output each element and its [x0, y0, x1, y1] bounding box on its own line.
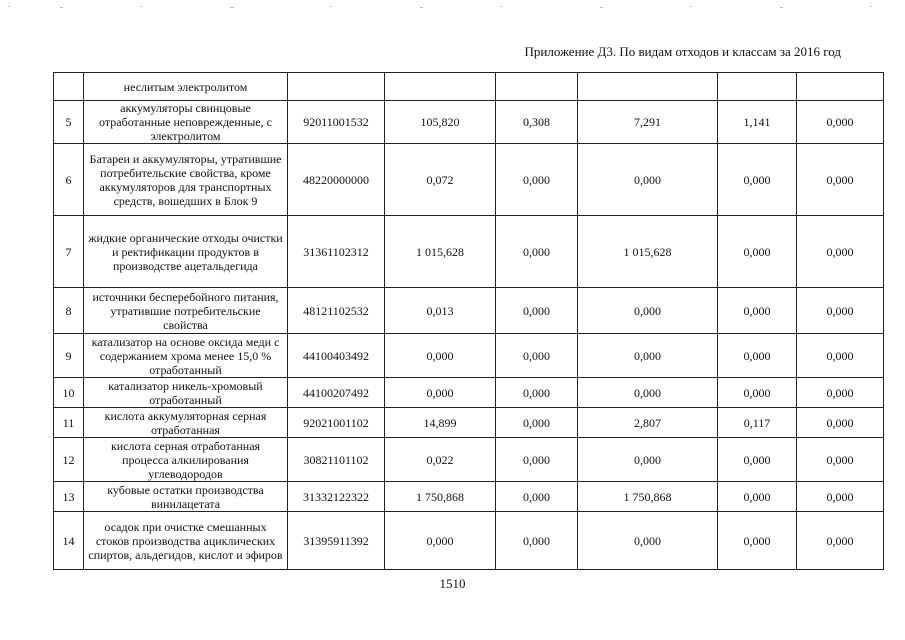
waste-name: катализатор на основе оксида меди с содержанием хрома менее 15,0 % отработанный	[84, 334, 288, 378]
waste-name: неслитым электролитом	[84, 73, 288, 101]
waste-name: жидкие органические отходы очистки и ректификации продуктов в производстве ацетальдегида	[84, 216, 288, 288]
value-4: 0,000	[718, 288, 797, 334]
value-5: 0,000	[797, 408, 884, 438]
value-5: 0,000	[797, 216, 884, 288]
waste-code: 92011001532	[288, 101, 385, 144]
value-4: 0,000	[718, 482, 797, 512]
value-4: 0,000	[718, 334, 797, 378]
value-4: 0,000	[718, 512, 797, 570]
value-5: 0,000	[797, 482, 884, 512]
value-2: 0,000	[496, 216, 578, 288]
value-2: 0,000	[496, 378, 578, 408]
waste-name: аккумуляторы свинцовые отработанные неповрежденные, с электролитом	[84, 101, 288, 144]
value-4: 0,000	[718, 216, 797, 288]
page-number: 1510	[439, 576, 466, 591]
waste-code: 31332122322	[288, 482, 385, 512]
value-2: 0,000	[496, 438, 578, 482]
waste-name: кислота серная отработанная процесса алкилирования углеводородов	[84, 438, 288, 482]
table-row	[54, 101, 884, 144]
row-number: 5	[54, 101, 84, 144]
value-3: 0,000	[578, 334, 718, 378]
value-1: 0,022	[385, 438, 496, 482]
value-1: 0,000	[385, 334, 496, 378]
value-5: 0,000	[797, 334, 884, 378]
waste-name: катализатор никель-хромовый отработанный	[84, 378, 288, 408]
value-2	[496, 73, 578, 101]
value-3: 0,000	[578, 378, 718, 408]
row-number: 14	[54, 512, 84, 570]
row-number: 12	[54, 438, 84, 482]
value-2: 0,000	[496, 144, 578, 216]
waste-name: осадок при очистке смешанных стоков производства ациклических спиртов, альдегидов, кислот и эфиров	[84, 512, 288, 570]
value-1: 0,013	[385, 288, 496, 334]
value-4	[718, 73, 797, 101]
value-2: 0,000	[496, 482, 578, 512]
waste-code: 92021001102	[288, 408, 385, 438]
value-5: 0,000	[797, 144, 884, 216]
table-row	[54, 378, 884, 408]
table-row	[54, 438, 884, 482]
waste-code	[288, 73, 385, 101]
waste-name: кубовые остатки производства винилацетата	[84, 482, 288, 512]
waste-code: 31361102312	[288, 216, 385, 288]
value-4: 0,000	[718, 438, 797, 482]
row-number: 13	[54, 482, 84, 512]
page-header: Приложение Д3. По видам отходов и классам за 2016 год	[524, 44, 841, 59]
waste-name: кислота аккумуляторная серная отработанная	[84, 408, 288, 438]
waste-code: 31395911392	[288, 512, 385, 570]
value-2: 0,000	[496, 334, 578, 378]
value-1: 14,899	[385, 408, 496, 438]
waste-code: 48121102532	[288, 288, 385, 334]
waste-table	[53, 72, 884, 570]
row-number: 9	[54, 334, 84, 378]
scan-noise	[0, 0, 905, 12]
value-3: 0,000	[578, 512, 718, 570]
row-number: 11	[54, 408, 84, 438]
value-5: 0,000	[797, 288, 884, 334]
table-row	[54, 512, 884, 570]
value-1: 0,000	[385, 512, 496, 570]
value-3: 0,000	[578, 438, 718, 482]
value-5: 0,000	[797, 378, 884, 408]
value-4: 1,141	[718, 101, 797, 144]
waste-code: 44100403492	[288, 334, 385, 378]
value-1: 105,820	[385, 101, 496, 144]
table-row	[54, 144, 884, 216]
row-number: 7	[54, 216, 84, 288]
value-2: 0,308	[496, 101, 578, 144]
waste-code: 48220000000	[288, 144, 385, 216]
value-5: 0,000	[797, 101, 884, 144]
waste-name: Батареи и аккумуляторы, утратившие потребительские свойства, кроме аккумуляторов для транспортных средств, вошедших в Блок 9	[84, 144, 288, 216]
value-3: 1 015,628	[578, 216, 718, 288]
value-3: 7,291	[578, 101, 718, 144]
value-3: 1 750,868	[578, 482, 718, 512]
value-1	[385, 73, 496, 101]
table-row	[54, 73, 884, 101]
table-row	[54, 334, 884, 378]
waste-code: 44100207492	[288, 378, 385, 408]
value-2: 0,000	[496, 512, 578, 570]
table-row	[54, 216, 884, 288]
value-3: 0,000	[578, 144, 718, 216]
row-number	[54, 73, 84, 101]
value-4: 0,117	[718, 408, 797, 438]
value-2: 0,000	[496, 288, 578, 334]
value-3: 2,807	[578, 408, 718, 438]
value-3	[578, 73, 718, 101]
table-row	[54, 482, 884, 512]
waste-name: источники бесперебойного питания, утратившие потребительские свойства	[84, 288, 288, 334]
value-1: 0,072	[385, 144, 496, 216]
value-4: 0,000	[718, 144, 797, 216]
value-1: 1 015,628	[385, 216, 496, 288]
waste-code: 30821101102	[288, 438, 385, 482]
value-5: 0,000	[797, 438, 884, 482]
value-2: 0,000	[496, 408, 578, 438]
value-5	[797, 73, 884, 101]
value-3: 0,000	[578, 288, 718, 334]
value-5: 0,000	[797, 512, 884, 570]
row-number: 6	[54, 144, 84, 216]
value-4: 0,000	[718, 378, 797, 408]
table-row	[54, 288, 884, 334]
table-row	[54, 408, 884, 438]
value-1: 1 750,868	[385, 482, 496, 512]
row-number: 8	[54, 288, 84, 334]
row-number: 10	[54, 378, 84, 408]
value-1: 0,000	[385, 378, 496, 408]
